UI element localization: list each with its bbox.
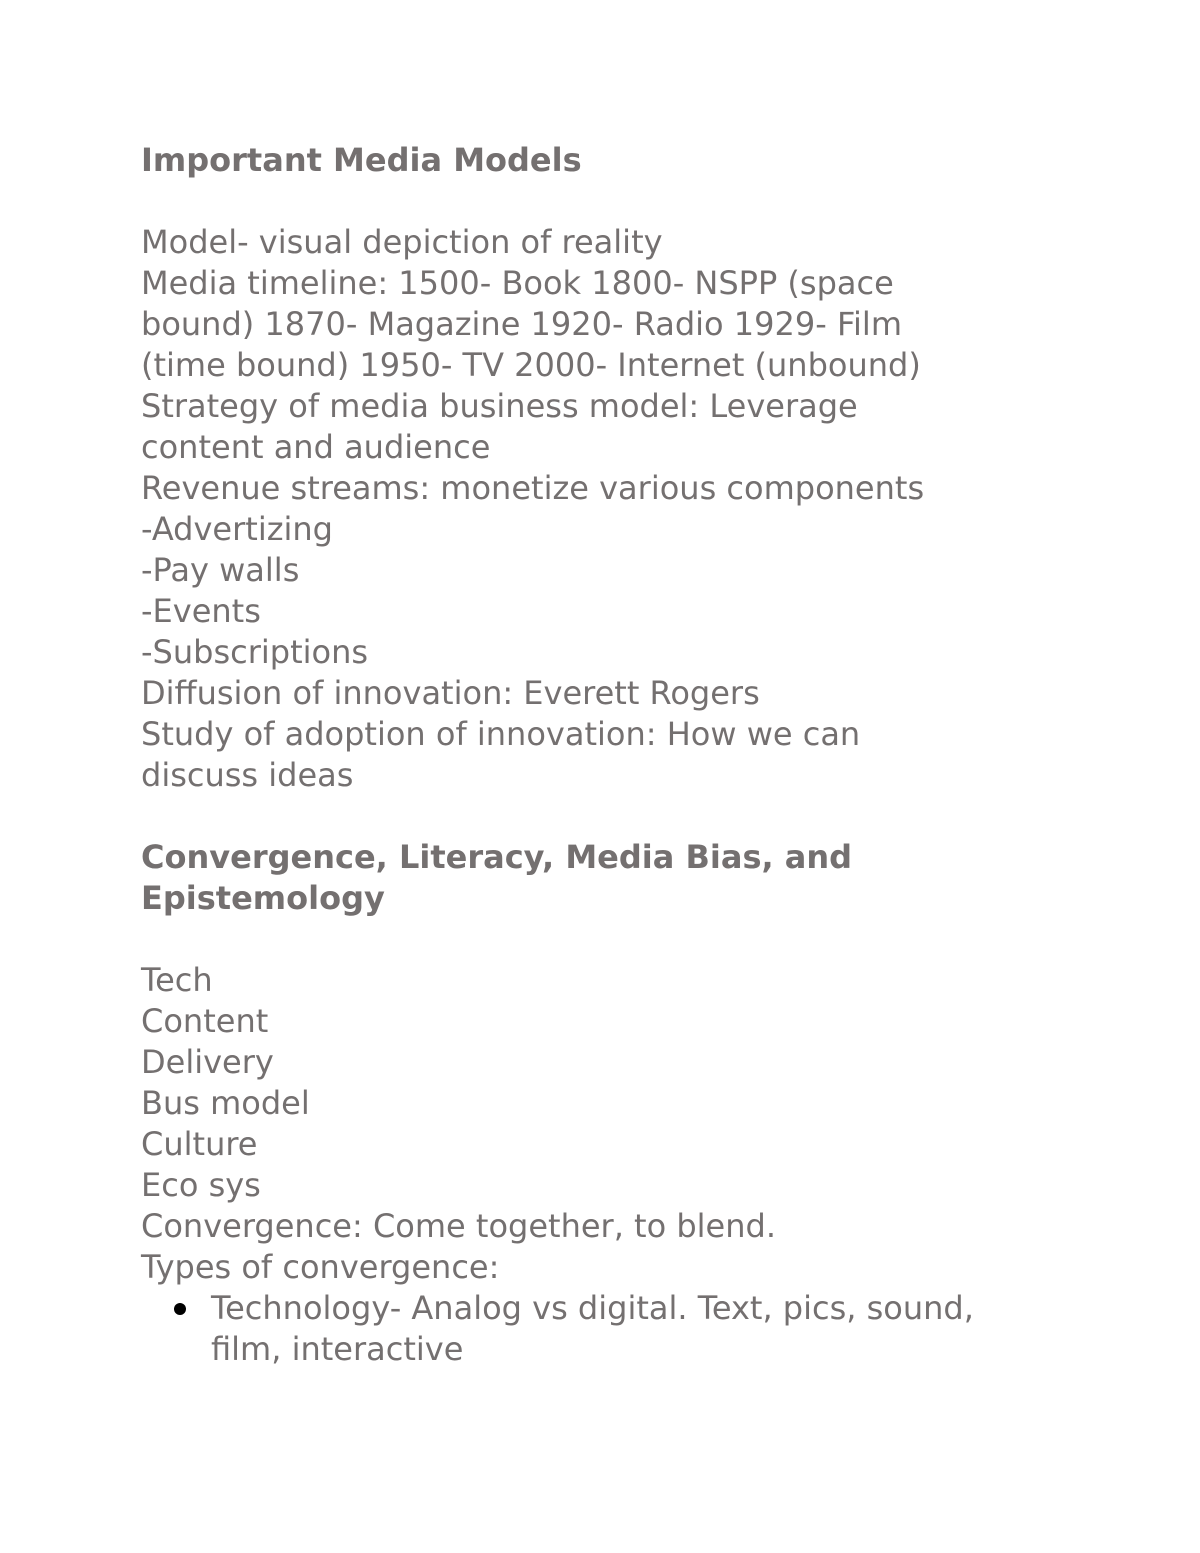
text-line: -Pay walls (141, 551, 300, 589)
text-line: Media timeline: 1500- Book 1800- NSPP (space (141, 264, 894, 302)
section-heading-convergence: Convergence, Literacy, Media Bias, and (141, 838, 853, 876)
text-line: Study of adoption of innovation: How we can (141, 715, 861, 753)
text-line: Convergence: Come together, to blend. (141, 1207, 776, 1245)
text-line: Bus model (141, 1084, 310, 1122)
text-line: Diffusion of innovation: Everett Rogers (141, 674, 760, 712)
bullet-icon (174, 1303, 186, 1315)
spacer (141, 796, 1081, 837)
text-line: Tech (141, 961, 213, 999)
text-line: Revenue streams: monetize various components (141, 469, 925, 507)
text-line: -Advertizing (141, 510, 333, 548)
bullet-text-line: Technology- Analog vs digital. Text, pics, sound, (211, 1289, 974, 1327)
text-line: -Subscriptions (141, 633, 369, 671)
text-line: Content (141, 1002, 269, 1040)
text-line: (time bound) 1950- TV 2000- Internet (unbound) (141, 346, 921, 384)
text-line: Eco sys (141, 1166, 261, 1204)
text-line: Types of convergence: (141, 1248, 500, 1286)
text-line: -Events (141, 592, 261, 630)
document-page (141, 140, 1081, 1370)
text-line: Strategy of media business model: Leverage (141, 387, 858, 425)
text-line: discuss ideas (141, 756, 354, 794)
bullet-list (141, 1288, 1081, 1370)
text-line: Culture (141, 1125, 258, 1163)
text-line: bound) 1870- Magazine 1920- Radio 1929- Film (141, 305, 902, 343)
section-heading-media-models: Important Media Models (141, 141, 582, 179)
spacer (141, 181, 1081, 222)
section-heading-convergence-cont: Epistemology (141, 879, 385, 917)
bullet-text-line: film, interactive (211, 1330, 464, 1368)
text-line: content and audience (141, 428, 491, 466)
text-line: Model- visual depiction of reality (141, 223, 663, 261)
bullet-item (211, 1288, 1081, 1370)
text-line: Delivery (141, 1043, 274, 1081)
spacer (141, 919, 1081, 960)
